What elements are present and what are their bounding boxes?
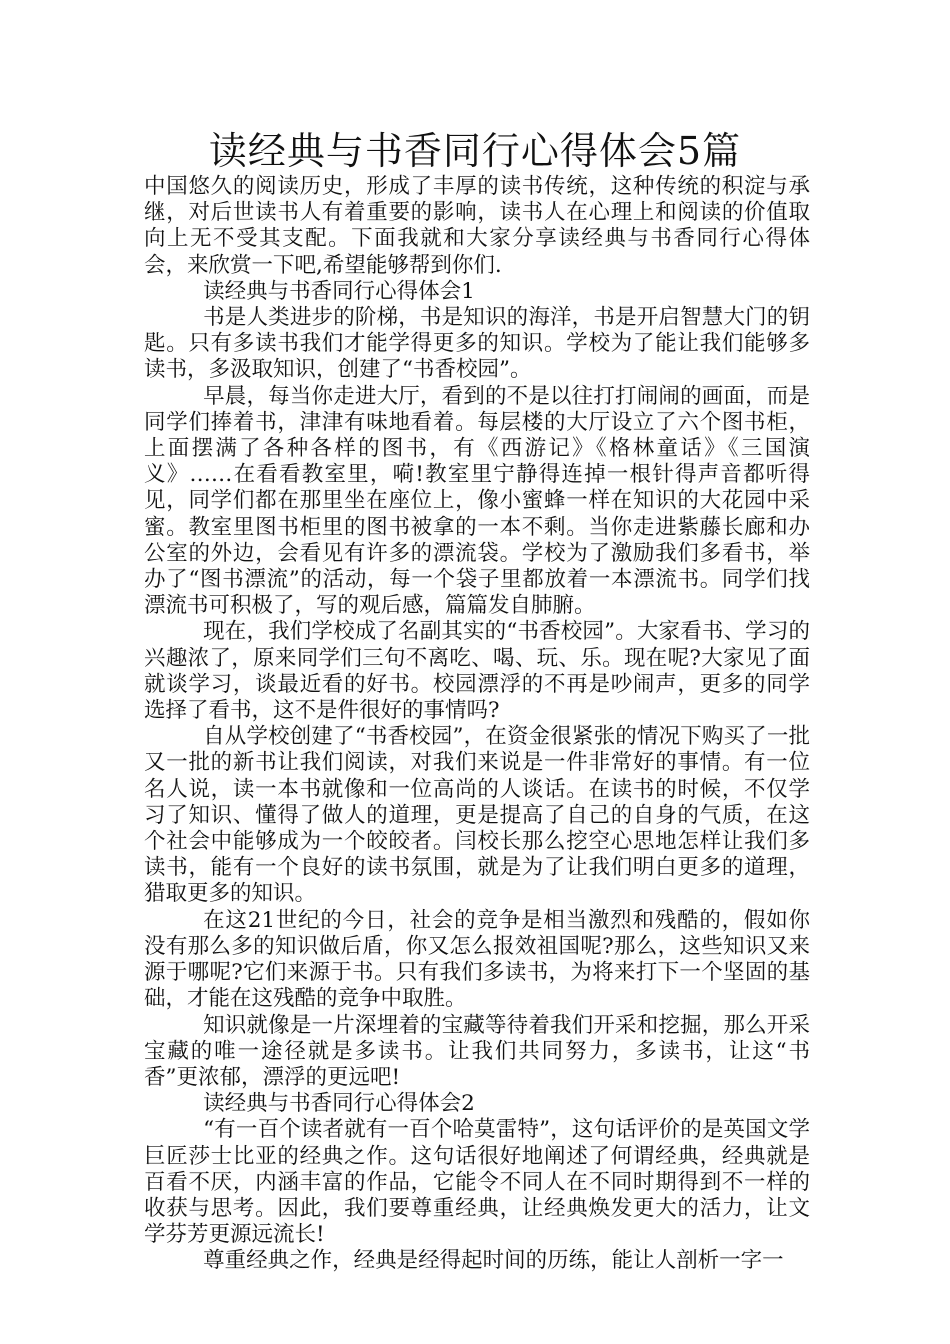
body-paragraph: 书是人类进步的阶梯，书是知识的海洋，书是开启智慧大门的钥匙。只有多读书我们才能学得更多的知识。学校为了能让我们能够多读书，多汲取知识，创建了“书香校园”。 — [144, 305, 810, 383]
section-heading-2: 读经典与书香同行心得体会2 — [203, 1091, 475, 1117]
body-paragraph: 现在，我们学校成了名副其实的“书香校园”。大家看书、学习的兴趣浓了，原来同学们三句不离吃、喝、玩、乐。现在呢?大家见了面就谈学习，谈最近看的好书。校园漂浮的不再是吵闹声，更多的同学选择了看书，这不是件很好的事情吗? — [144, 619, 810, 724]
body-paragraph: 知识就像是一片深埋着的宝藏等待着我们开采和挖掘，那么开采宝藏的唯一途径就是多读书。让我们共同努力，多读书，让这“书香”更浓郁，漂浮的更远吧! — [144, 1012, 810, 1090]
section-heading-1: 读经典与书香同行心得体会1 — [203, 278, 475, 304]
body-paragraph: 自从学校创建了“书香校园”，在资金很紧张的情况下购买了一批又一批的新书让我们阅读，对我们来说是一件非常好的事情。有一位名人说，读一本书就像和一位高尚的人谈话。在读书的时候，不仅学习了知识、懂得了做人的道理，更是提高了自己的自身的气质，在这个社会中能够成为一个皎皎者。闫校长那么挖空心思地怎样让我们多读书，能有一个良好的读书氛围，就是为了让我们明白更多的道理，猎取更多的知识。 — [144, 724, 810, 907]
body-paragraph: “有一百个读者就有一百个哈莫雷特”，这句话评价的是英国文学巨匠莎士比亚的经典之作。这句话很好地阐述了何谓经典，经典就是百看不厌，内涵丰富的作品，它能令不同人在不同时期得到不一样的收获与思考。因此，我们要尊重经典，让经典焕发更大的活力，让文学芬芳更源远流长! — [144, 1117, 810, 1248]
body-paragraph: 在这21世纪的今日，社会的竞争是相当激烈和残酷的，假如你没有那么多的知识做后盾，你又怎么报效祖国呢?那么，这些知识又来源于哪呢?它们来源于书。只有我们多读书，为将来打下一个坚固的基础，才能在这残酷的竞争中取胜。 — [144, 907, 810, 1012]
document-title: 读经典与书香同行心得体会5篇 — [208, 129, 742, 173]
document-body — [144, 174, 810, 1275]
body-paragraph: 尊重经典之作，经典是经得起时间的历练，能让人剖析一字一 — [203, 1248, 784, 1274]
intro-paragraph: 中国悠久的阅读历史，形成了丰厚的读书传统，这种传统的积淀与承继，对后世读书人有着重要的影响，读书人在心理上和阅读的价值取向上无不受其支配。下面我就和大家分享读经典与书香同行心得体会，来欣赏一下吧,希望能够帮到你们. — [144, 174, 810, 278]
body-paragraph: 早晨，每当你走进大厅，看到的不是以往打打闹闹的画面，而是同学们捧着书，津津有味地看着。每层楼的大厅设立了六个图书柜，上面摆满了各种各样的图书，有《西游记》《格林童话》《三国演义》……在看看教室里，嗬!教室里宁静得连掉一根针得声音都听得见，同学们都在那里坐在座位上，像小蜜蜂一样在知识的大花园中采蜜。教室里图书柜里的图书被拿的一本不剩。当你走进紫藤长廊和办公室的外边，会看见有许多的漂流袋。学校为了激励我们多看书，举办了“图书漂流”的活动，每一个袋子里都放着一本漂流书。同学们找漂流书可积极了，写的观后感，篇篇发自肺腑。 — [144, 383, 810, 619]
